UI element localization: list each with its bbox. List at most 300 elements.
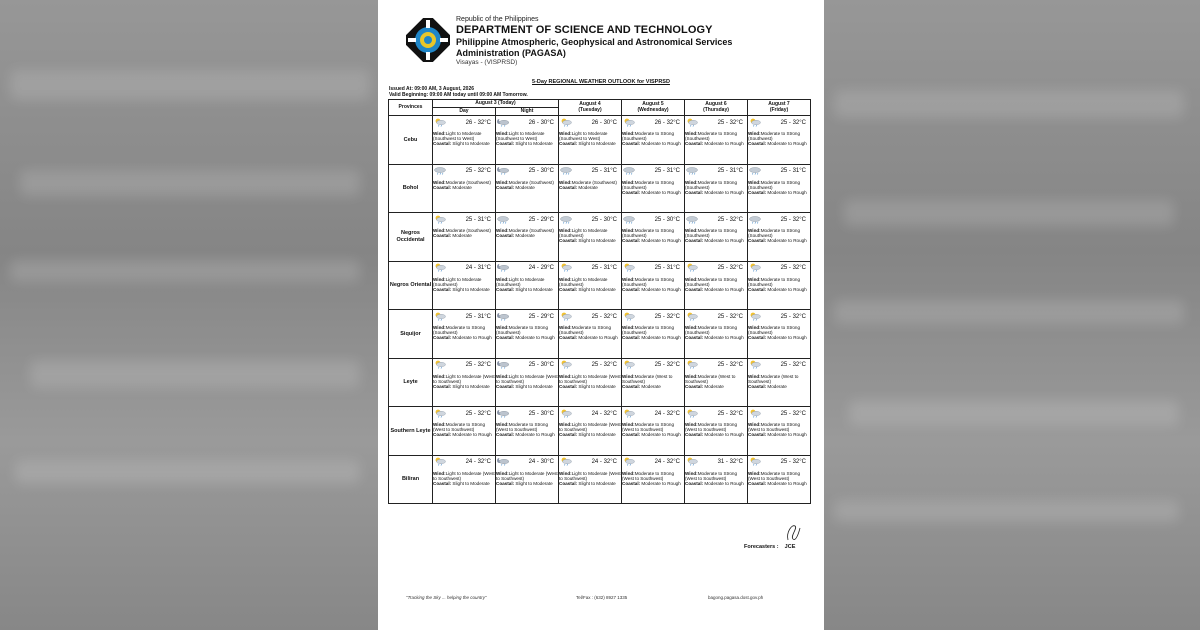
wind-label: Wind: bbox=[559, 325, 572, 330]
forecast-cell bbox=[622, 358, 685, 407]
wind-label: Wind: bbox=[622, 470, 635, 476]
condition-row bbox=[496, 407, 558, 420]
coastal-info bbox=[433, 141, 495, 146]
wind-value: Moderate to Strong (Southwest) bbox=[748, 228, 801, 239]
cloudy-rain-icon bbox=[748, 162, 762, 180]
coastal-value: Slight to Moderate bbox=[452, 383, 490, 389]
temperature-range: 31 - 32°C bbox=[717, 459, 743, 465]
coastal-label: Coastal: bbox=[685, 189, 704, 195]
wind-value: Moderate (West to Southwest) bbox=[748, 373, 799, 384]
coastal-info bbox=[496, 287, 558, 292]
partly-cloudy-rain-icon bbox=[685, 405, 699, 423]
coastal-value: Moderate to Rough bbox=[704, 286, 744, 292]
coastal-value: Moderate to Rough bbox=[641, 189, 681, 195]
wind-value: Light to Moderate (West to Southwest) bbox=[559, 422, 621, 433]
department-name: DEPARTMENT OF SCIENCE AND TECHNOLOGY bbox=[456, 24, 713, 36]
outlook-title: 5-Day REGIONAL WEATHER OUTLOOK for VISPRSD bbox=[532, 79, 670, 85]
coastal-info bbox=[622, 384, 684, 389]
wind-info bbox=[559, 325, 621, 335]
forecast-cell bbox=[685, 455, 748, 504]
wind-value: Light to Moderate (West to Southwest) bbox=[433, 373, 495, 384]
wind-info bbox=[685, 131, 747, 141]
forecast-cell bbox=[496, 407, 559, 456]
coastal-value: Slight to Moderate bbox=[515, 480, 553, 486]
wind-value: Moderate to Strong (West to Southwest) bbox=[433, 422, 486, 433]
temperature-range: 25 - 32°C bbox=[717, 216, 743, 223]
wind-label: Wind: bbox=[685, 228, 698, 233]
wind-value: Light to Moderate (West to Southwest) bbox=[559, 373, 621, 384]
wind-label: Wind: bbox=[496, 228, 509, 233]
wind-info bbox=[433, 374, 495, 384]
coastal-label: Coastal: bbox=[748, 480, 767, 486]
coastal-info bbox=[622, 481, 684, 486]
coastal-label: Coastal: bbox=[685, 480, 704, 486]
temperature-range: 24 - 29°C bbox=[528, 265, 554, 271]
forecast-cell bbox=[559, 164, 622, 213]
coastal-value: Moderate to Rough bbox=[767, 238, 807, 244]
coastal-label: Coastal: bbox=[433, 286, 452, 292]
coastal-info bbox=[559, 481, 621, 486]
coastal-label: Coastal: bbox=[496, 383, 515, 389]
coastal-label: Coastal: bbox=[748, 432, 767, 438]
coastal-info bbox=[748, 287, 810, 292]
condition-row bbox=[559, 116, 621, 129]
wind-value: Light to Moderate (West to Southwest) bbox=[559, 470, 621, 481]
wind-label: Wind: bbox=[559, 179, 572, 185]
coastal-info bbox=[622, 238, 684, 243]
table-row bbox=[389, 455, 811, 504]
wind-label: Wind: bbox=[685, 325, 698, 330]
condition-row bbox=[685, 359, 747, 372]
partly-cloudy-rain-icon bbox=[748, 308, 762, 326]
wind-label: Wind: bbox=[496, 325, 509, 330]
wind-info bbox=[559, 374, 621, 384]
wind-label: Wind: bbox=[433, 470, 446, 476]
cloudy-rain-icon bbox=[685, 211, 699, 229]
province-name: Cebu bbox=[389, 116, 433, 165]
condition-row bbox=[433, 310, 495, 323]
coastal-info bbox=[433, 481, 495, 486]
temperature-range: 25 - 32°C bbox=[654, 362, 680, 368]
cloudy-rain-icon bbox=[748, 211, 762, 229]
wind-value: Moderate to Strong (Southwest) bbox=[748, 131, 801, 142]
condition-row bbox=[685, 116, 747, 129]
partly-cloudy-rain-icon bbox=[559, 405, 573, 423]
condition-row bbox=[622, 407, 684, 420]
temperature-range: 25 - 31°C bbox=[591, 168, 617, 174]
wind-label: Wind: bbox=[496, 131, 509, 136]
coastal-info bbox=[748, 190, 810, 195]
blurred-background-right bbox=[824, 0, 1200, 630]
condition-row bbox=[559, 310, 621, 323]
partly-cloudy-rain-icon bbox=[433, 356, 447, 374]
coastal-label: Coastal: bbox=[559, 383, 578, 389]
wind-info bbox=[559, 131, 621, 141]
temperature-range: 25 - 32°C bbox=[780, 119, 806, 126]
condition-row bbox=[433, 213, 495, 226]
wind-label: Wind: bbox=[622, 325, 635, 330]
coastal-info bbox=[685, 141, 747, 146]
coastal-label: Coastal: bbox=[748, 383, 767, 389]
partly-cloudy-rain-icon bbox=[748, 259, 762, 277]
coastal-label: Coastal: bbox=[496, 141, 515, 147]
wind-info bbox=[748, 131, 810, 141]
temperature-range: 25 - 32°C bbox=[591, 313, 617, 320]
wind-info bbox=[622, 131, 684, 141]
forecast-cell bbox=[496, 213, 559, 262]
coastal-info bbox=[559, 432, 621, 437]
wind-label: Wind: bbox=[685, 373, 698, 379]
forecast-cell bbox=[496, 116, 559, 165]
table-row bbox=[389, 213, 811, 262]
footer-phone: Tel/Fax : (632) 8927 1335 bbox=[576, 595, 628, 600]
table-row bbox=[389, 358, 811, 407]
coastal-label: Coastal: bbox=[496, 335, 515, 341]
temperature-range: 25 - 32°C bbox=[717, 362, 743, 368]
condition-row bbox=[496, 456, 558, 469]
coastal-label: Coastal: bbox=[559, 432, 578, 438]
cloudy-rain-icon bbox=[433, 162, 447, 180]
wind-label: Wind: bbox=[622, 228, 635, 233]
wind-info bbox=[433, 325, 495, 335]
coastal-value: Moderate to Rough bbox=[704, 432, 744, 438]
wind-info bbox=[748, 277, 810, 287]
partly-cloudy-rain-icon bbox=[433, 114, 447, 132]
cloudy-night-rain-icon bbox=[496, 453, 510, 471]
footer-website: bagong.pagasa.dost.gov.ph bbox=[708, 595, 764, 600]
forecast-cell bbox=[622, 213, 685, 262]
coastal-info bbox=[496, 233, 558, 238]
coastal-info bbox=[622, 335, 684, 340]
forecast-cell bbox=[622, 310, 685, 359]
wind-value: Moderate to Strong (West to Southwest) bbox=[748, 422, 801, 433]
wind-label: Wind: bbox=[685, 276, 698, 282]
forecast-cell bbox=[433, 261, 496, 310]
wind-value: Moderate to Strong (West to Southwest) bbox=[622, 470, 675, 481]
coastal-label: Coastal: bbox=[685, 335, 704, 341]
wind-info bbox=[622, 180, 684, 190]
condition-row bbox=[685, 165, 747, 178]
forecast-cell bbox=[496, 358, 559, 407]
partly-cloudy-rain-icon bbox=[685, 259, 699, 277]
wind-info bbox=[559, 422, 621, 432]
coastal-value: Moderate bbox=[515, 184, 535, 190]
wind-value: Light to Moderate (Southwest) bbox=[559, 276, 608, 287]
coastal-label: Coastal: bbox=[748, 286, 767, 292]
condition-row bbox=[748, 359, 810, 372]
temperature-range: 25 - 31°C bbox=[591, 265, 617, 271]
forecast-cell bbox=[685, 164, 748, 213]
condition-row bbox=[685, 213, 747, 226]
wind-label: Wind: bbox=[433, 131, 446, 136]
partly-cloudy-rain-icon bbox=[622, 405, 636, 423]
condition-row bbox=[622, 213, 684, 226]
wind-label: Wind: bbox=[559, 131, 572, 136]
coastal-label: Coastal: bbox=[433, 184, 452, 190]
wind-info bbox=[559, 471, 621, 481]
wind-value: Moderate to Strong (Southwest) bbox=[685, 325, 738, 336]
coastal-info bbox=[559, 384, 621, 389]
temperature-range: 25 - 32°C bbox=[780, 459, 806, 465]
condition-row bbox=[685, 262, 747, 275]
coastal-value: Moderate to Rough bbox=[641, 238, 681, 244]
forecast-cell bbox=[496, 164, 559, 213]
temperature-range: 26 - 30°C bbox=[591, 119, 617, 126]
coastal-label: Coastal: bbox=[433, 141, 452, 147]
wind-value: Moderate to Strong (Southwest) bbox=[685, 179, 738, 190]
today-day-header: Day bbox=[433, 108, 496, 116]
republic-line: Republic of the Philippines bbox=[456, 16, 539, 23]
temperature-range: 25 - 32°C bbox=[780, 410, 806, 417]
condition-row bbox=[433, 407, 495, 420]
forecast-cell bbox=[433, 407, 496, 456]
coastal-label: Coastal: bbox=[685, 432, 704, 438]
condition-row bbox=[748, 116, 810, 129]
coastal-value: Slight to Moderate bbox=[578, 286, 616, 292]
wind-value: Light to Moderate (West to Southwest) bbox=[433, 470, 495, 481]
coastal-info bbox=[496, 185, 558, 190]
blurred-background-left bbox=[0, 0, 378, 630]
coastal-info bbox=[496, 432, 558, 437]
coastal-label: Coastal: bbox=[433, 335, 452, 341]
condition-row bbox=[433, 262, 495, 275]
forecast-cell bbox=[559, 116, 622, 165]
forecasters bbox=[744, 544, 795, 550]
wind-value: Moderate to Strong (Southwest) bbox=[622, 276, 675, 287]
coastal-value: Moderate bbox=[515, 233, 535, 239]
coastal-info bbox=[433, 185, 495, 190]
day-header-aug7: August 7 (Friday) bbox=[748, 100, 811, 116]
forecast-cell bbox=[559, 358, 622, 407]
temperature-range: 24 - 32°C bbox=[591, 410, 617, 417]
wind-info bbox=[685, 228, 747, 238]
coastal-value: Moderate to Rough bbox=[767, 286, 807, 292]
condition-row bbox=[685, 310, 747, 323]
coastal-info bbox=[433, 233, 495, 238]
temperature-range: 25 - 32°C bbox=[465, 168, 491, 174]
partly-cloudy-rain-icon bbox=[622, 356, 636, 374]
agency-name-line1: Philippine Atmospheric, Geophysical and Astronomical Services bbox=[456, 37, 733, 47]
wind-label: Wind: bbox=[559, 470, 572, 476]
coastal-value: Slight to Moderate bbox=[452, 286, 490, 292]
coastal-label: Coastal: bbox=[622, 335, 641, 341]
temperature-range: 25 - 29°C bbox=[528, 313, 554, 320]
forecast-cell bbox=[685, 407, 748, 456]
temperature-range: 25 - 31°C bbox=[465, 313, 491, 320]
table-row bbox=[389, 116, 811, 165]
condition-row bbox=[748, 310, 810, 323]
coastal-value: Slight to Moderate bbox=[515, 383, 553, 389]
partly-cloudy-rain-icon bbox=[433, 211, 447, 229]
coastal-label: Coastal: bbox=[685, 238, 704, 244]
region-line: Visayas - (VISPRSD) bbox=[456, 59, 518, 66]
forecast-cell bbox=[748, 213, 811, 262]
wind-value: Moderate to Strong (West to Southwest) bbox=[748, 470, 801, 481]
wind-label: Wind: bbox=[748, 228, 761, 233]
temperature-range: 24 - 31°C bbox=[465, 265, 491, 271]
partly-cloudy-rain-icon bbox=[685, 308, 699, 326]
condition-row bbox=[622, 165, 684, 178]
partly-cloudy-rain-icon bbox=[748, 453, 762, 471]
coastal-value: Moderate to Rough bbox=[704, 141, 744, 147]
condition-row bbox=[622, 456, 684, 469]
coastal-label: Coastal: bbox=[559, 184, 578, 190]
forecast-cell bbox=[748, 164, 811, 213]
coastal-value: Moderate to Rough bbox=[452, 335, 492, 341]
temperature-range: 25 - 32°C bbox=[780, 313, 806, 320]
wind-info bbox=[496, 471, 558, 481]
pagasa-logo-icon bbox=[406, 18, 450, 62]
condition-row bbox=[559, 407, 621, 420]
partly-cloudy-rain-icon bbox=[685, 114, 699, 132]
province-name: Negros Occidental bbox=[389, 213, 433, 262]
wind-info bbox=[748, 374, 810, 384]
temperature-range: 26 - 30°C bbox=[528, 119, 554, 126]
forecast-cell bbox=[748, 261, 811, 310]
wind-info bbox=[496, 277, 558, 287]
forecast-cell bbox=[496, 455, 559, 504]
cloudy-rain-icon bbox=[559, 162, 573, 180]
wind-value: Light to Moderate (West to Southwest) bbox=[496, 470, 558, 481]
temperature-range: 25 - 30°C bbox=[528, 410, 554, 417]
wind-value: Moderate to Strong (Southwest) bbox=[748, 325, 801, 336]
partly-cloudy-rain-icon bbox=[748, 114, 762, 132]
weather-outlook-table bbox=[388, 99, 811, 504]
coastal-value: Slight to Moderate bbox=[578, 432, 616, 438]
coastal-info bbox=[559, 287, 621, 292]
temperature-range: 25 - 29°C bbox=[528, 216, 554, 223]
temperature-range: 24 - 32°C bbox=[465, 459, 491, 465]
issued-at: Issued At: 09:00 AM, 3 August, 2026 bbox=[389, 86, 475, 92]
condition-row bbox=[496, 310, 558, 323]
wind-value: Moderate (Southwest) bbox=[508, 179, 554, 185]
coastal-value: Moderate to Rough bbox=[515, 432, 555, 438]
coastal-info bbox=[685, 384, 747, 389]
wind-label: Wind: bbox=[685, 470, 698, 476]
wind-label: Wind: bbox=[496, 373, 509, 379]
cloudy-rain-icon bbox=[622, 211, 636, 229]
wind-info bbox=[622, 228, 684, 238]
wind-info bbox=[433, 277, 495, 287]
coastal-label: Coastal: bbox=[496, 432, 515, 438]
partly-cloudy-rain-icon bbox=[622, 114, 636, 132]
wind-value: Moderate to Strong (Southwest) bbox=[622, 228, 675, 239]
cloudy-night-rain-icon bbox=[496, 114, 510, 132]
temperature-range: 25 - 30°C bbox=[591, 216, 617, 223]
forecast-cell bbox=[433, 310, 496, 359]
coastal-label: Coastal: bbox=[496, 286, 515, 292]
wind-info bbox=[748, 471, 810, 481]
forecasters-label: Forecasters : bbox=[744, 544, 779, 550]
wind-value: Moderate (Southwest) bbox=[571, 179, 617, 185]
partly-cloudy-rain-icon bbox=[559, 308, 573, 326]
coastal-value: Moderate to Rough bbox=[704, 480, 744, 486]
coastal-info bbox=[559, 185, 621, 190]
temperature-range: 25 - 31°C bbox=[654, 168, 680, 174]
wind-value: Moderate to Strong (Southwest) bbox=[559, 325, 612, 336]
table-row bbox=[389, 261, 811, 310]
cloudy-rain-icon bbox=[685, 162, 699, 180]
condition-row bbox=[559, 262, 621, 275]
partly-cloudy-rain-icon bbox=[622, 308, 636, 326]
coastal-label: Coastal: bbox=[622, 383, 641, 389]
wind-info bbox=[433, 131, 495, 141]
coastal-label: Coastal: bbox=[559, 286, 578, 292]
wind-value: Moderate to Strong (Southwest) bbox=[685, 131, 738, 142]
coastal-value: Moderate bbox=[452, 184, 472, 190]
wind-info bbox=[559, 228, 621, 238]
condition-row bbox=[748, 262, 810, 275]
wind-label: Wind: bbox=[622, 131, 635, 136]
partly-cloudy-rain-icon bbox=[433, 405, 447, 423]
wind-value: Moderate (Southwest) bbox=[508, 228, 554, 233]
forecast-cell bbox=[622, 455, 685, 504]
province-name: Bohol bbox=[389, 164, 433, 213]
cloudy-night-rain-icon bbox=[496, 405, 510, 423]
coastal-value: Moderate to Rough bbox=[515, 335, 555, 341]
wind-value: Moderate to Strong (West to Southwest) bbox=[496, 422, 549, 433]
coastal-label: Coastal: bbox=[622, 480, 641, 486]
wind-value: Light to Moderate (Southwest to West) bbox=[559, 131, 608, 142]
wind-label: Wind: bbox=[748, 276, 761, 282]
wind-value: Light to Moderate (West to Southwest) bbox=[496, 373, 558, 384]
wind-value: Moderate to Strong (Southwest) bbox=[433, 325, 486, 336]
partly-cloudy-rain-icon bbox=[559, 259, 573, 277]
condition-row bbox=[559, 359, 621, 372]
coastal-label: Coastal: bbox=[685, 383, 704, 389]
forecast-cell bbox=[685, 116, 748, 165]
coastal-info bbox=[685, 481, 747, 486]
coastal-value: Slight to Moderate bbox=[452, 480, 490, 486]
today-night-header: Night bbox=[496, 108, 559, 116]
wind-value: Moderate (Southwest) bbox=[445, 179, 491, 185]
coastal-value: Moderate to Rough bbox=[578, 335, 618, 341]
wind-info bbox=[496, 374, 558, 384]
wind-value: Moderate to Strong (West to Southwest) bbox=[685, 422, 738, 433]
wind-info bbox=[433, 471, 495, 481]
wind-info bbox=[496, 131, 558, 141]
wind-info bbox=[496, 422, 558, 432]
wind-label: Wind: bbox=[496, 276, 509, 282]
coastal-label: Coastal: bbox=[433, 432, 452, 438]
cloudy-night-rain-icon bbox=[496, 162, 510, 180]
day-header-aug5: August 5 (Wednesday) bbox=[622, 100, 685, 116]
coastal-info bbox=[685, 287, 747, 292]
wind-label: Wind: bbox=[433, 422, 446, 427]
temperature-range: 25 - 32°C bbox=[654, 313, 680, 320]
cloudy-night-rain-icon bbox=[496, 356, 510, 374]
wind-label: Wind: bbox=[559, 373, 572, 379]
wind-info bbox=[559, 277, 621, 287]
wind-value: Moderate to Strong (Southwest) bbox=[622, 131, 675, 142]
coastal-label: Coastal: bbox=[559, 335, 578, 341]
wind-label: Wind: bbox=[748, 131, 761, 136]
coastal-label: Coastal: bbox=[496, 184, 515, 190]
coastal-value: Moderate to Rough bbox=[704, 335, 744, 341]
coastal-info bbox=[685, 432, 747, 437]
temperature-range: 25 - 31°C bbox=[717, 168, 743, 174]
forecast-cell bbox=[559, 407, 622, 456]
temperature-range: 25 - 32°C bbox=[780, 265, 806, 271]
coastal-label: Coastal: bbox=[559, 480, 578, 486]
coastal-value: Moderate bbox=[452, 233, 472, 239]
coastal-info bbox=[748, 384, 810, 389]
condition-row bbox=[496, 116, 558, 129]
coastal-info bbox=[685, 190, 747, 195]
condition-row bbox=[433, 456, 495, 469]
wind-value: Light to Moderate (Southwest to West) bbox=[433, 131, 482, 142]
wind-label: Wind: bbox=[748, 422, 761, 427]
